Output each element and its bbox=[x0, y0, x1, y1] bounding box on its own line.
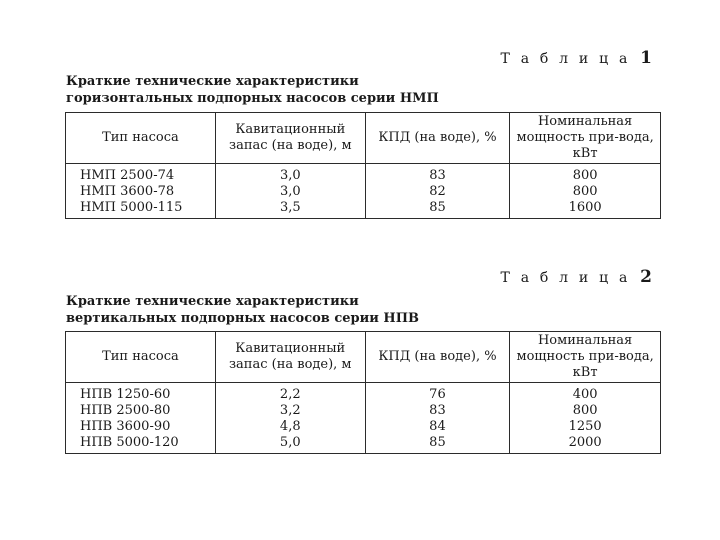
power-cell: 2000 bbox=[510, 435, 661, 454]
power-cell: 800 bbox=[510, 403, 661, 419]
pump-type-cell: НПВ 3600-90 bbox=[66, 419, 216, 435]
table2-header-cavitation: Кавитационный запас (на воде), м bbox=[215, 332, 365, 383]
cavitation-cell: 3,0 bbox=[215, 164, 365, 185]
table-row bbox=[66, 383, 661, 404]
pump-type-cell: НПВ 2500-80 bbox=[66, 403, 216, 419]
table-row bbox=[66, 403, 661, 419]
table-row bbox=[66, 419, 661, 435]
table1 bbox=[65, 112, 661, 219]
power-cell: 400 bbox=[510, 383, 661, 404]
cavitation-cell: 2,2 bbox=[215, 383, 365, 404]
table1-header-power: Номинальная мощность при-вода, кВт bbox=[510, 113, 661, 164]
table-row bbox=[66, 164, 661, 185]
pump-type-cell: НМП 5000-115 bbox=[66, 200, 216, 219]
table2-caption-line2: вертикальных подпорных насосов серии НПВ bbox=[66, 311, 419, 326]
table1-caption-line2: горизонтальных подпорных насосов серии НМП bbox=[66, 91, 439, 106]
table2-header-row bbox=[66, 332, 661, 383]
table2-caption-line1: Краткие технические характеристики bbox=[66, 294, 359, 309]
pump-type-cell: НМП 3600-78 bbox=[66, 184, 216, 200]
table1-header-row bbox=[66, 113, 661, 164]
efficiency-cell: 85 bbox=[365, 435, 510, 454]
power-cell: 1250 bbox=[510, 419, 661, 435]
cavitation-cell: 5,0 bbox=[215, 435, 365, 454]
table2-label-word: Т а б л и ц а bbox=[500, 270, 631, 286]
power-cell: 800 bbox=[510, 164, 661, 185]
table-row bbox=[66, 435, 661, 454]
efficiency-cell: 84 bbox=[365, 419, 510, 435]
table2-header-efficiency: КПД (на воде), % bbox=[365, 332, 510, 383]
table1-caption bbox=[66, 73, 666, 107]
efficiency-cell: 83 bbox=[365, 164, 510, 185]
cavitation-cell: 4,8 bbox=[215, 419, 365, 435]
efficiency-cell: 83 bbox=[365, 403, 510, 419]
table2 bbox=[65, 331, 661, 454]
table2-label-number: 2 bbox=[640, 267, 652, 287]
pump-type-cell: НПВ 1250-60 bbox=[66, 383, 216, 404]
table-row bbox=[66, 200, 661, 219]
table-row bbox=[66, 184, 661, 200]
table2-header-type: Тип насоса bbox=[66, 332, 216, 383]
efficiency-cell: 85 bbox=[365, 200, 510, 219]
efficiency-cell: 82 bbox=[365, 184, 510, 200]
cavitation-cell: 3,0 bbox=[215, 184, 365, 200]
power-cell: 1600 bbox=[510, 200, 661, 219]
table1-header-efficiency: КПД (на воде), % bbox=[365, 113, 510, 164]
power-cell: 800 bbox=[510, 184, 661, 200]
table1-label-word: Т а б л и ц а bbox=[500, 51, 631, 67]
table2-caption bbox=[66, 293, 666, 327]
cavitation-cell: 3,2 bbox=[215, 403, 365, 419]
table2-label bbox=[501, 267, 653, 287]
table1-header-cavitation: Кавитационный запас (на воде), м bbox=[215, 113, 365, 164]
table1-label-number: 1 bbox=[640, 48, 652, 68]
cavitation-cell: 3,5 bbox=[215, 200, 365, 219]
table1-caption-line1: Краткие технические характеристики bbox=[66, 74, 359, 89]
efficiency-cell: 76 bbox=[365, 383, 510, 404]
table2-header-power: Номинальная мощность при-вода, кВт bbox=[510, 332, 661, 383]
table1-label bbox=[501, 48, 653, 68]
pump-type-cell: НМП 2500-74 bbox=[66, 164, 216, 185]
table1-header-type: Тип насоса bbox=[66, 113, 216, 164]
pump-type-cell: НПВ 5000-120 bbox=[66, 435, 216, 454]
